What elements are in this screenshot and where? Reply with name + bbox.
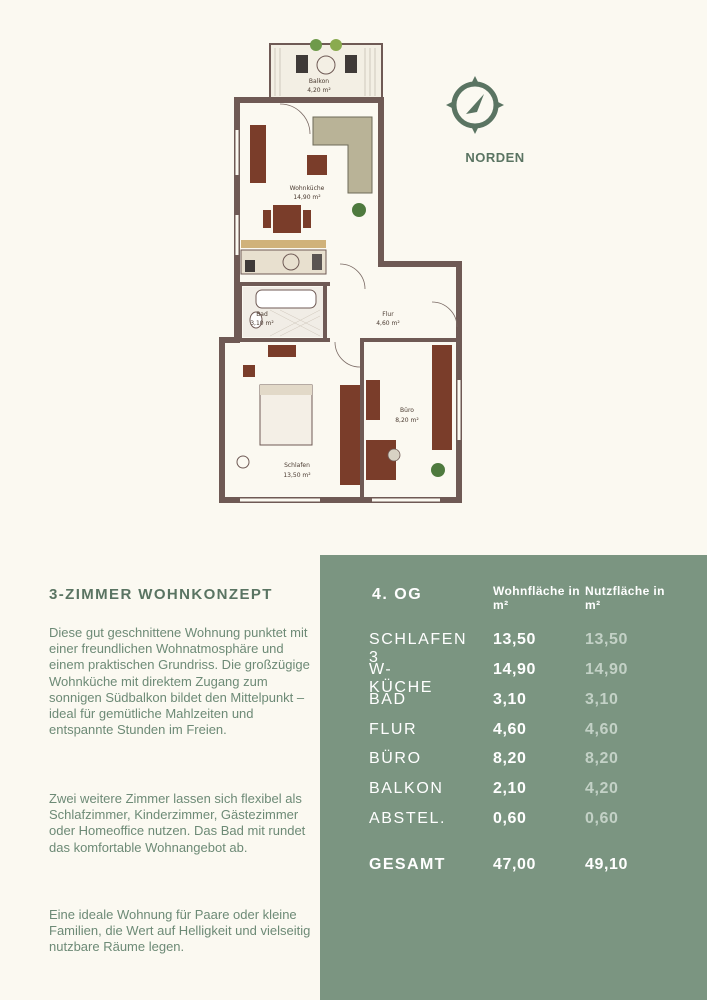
- wohnflaeche-value: 14,90: [493, 661, 537, 678]
- table-total-row: [0, 856, 629, 880]
- oven: [245, 260, 255, 272]
- room-label-bath: Bad: [256, 311, 268, 318]
- chair: [263, 210, 271, 228]
- north-label: NORDEN: [465, 150, 525, 165]
- balcony-chair: [345, 55, 357, 73]
- room-area-living: 14,90 m²: [293, 194, 321, 201]
- room-area-hall: 4,60 m²: [376, 320, 400, 327]
- table-row: [0, 691, 619, 715]
- room-area-bedroom: 13,50 m²: [283, 472, 311, 479]
- nutzflaeche-value: 0,60: [585, 810, 619, 827]
- balcony-chair: [296, 55, 308, 73]
- nightstand: [243, 365, 255, 377]
- fridge: [312, 254, 322, 270]
- shelf: [432, 345, 452, 450]
- nutzflaeche-value: 4,60: [585, 721, 619, 738]
- column-header-wohnflaeche: Wohnfläche in m²: [493, 584, 580, 612]
- nutzflaeche-value: 13,50: [585, 631, 629, 648]
- room-name: W-KÜCHE: [369, 661, 434, 696]
- bathtub: [256, 290, 316, 308]
- room-name: BALKON: [369, 780, 444, 797]
- room-area-balcony: 4,20 m²: [307, 87, 331, 94]
- floor-label: 4. OG: [372, 586, 423, 603]
- table-row: [0, 661, 629, 696]
- room-label-bedroom: Schlafen: [284, 462, 310, 469]
- office-chair: [388, 449, 400, 461]
- wardrobe: [340, 385, 360, 485]
- plant-icon: [310, 39, 322, 51]
- room-name: BÜRO: [369, 750, 422, 767]
- description-paragraph: Diese gut geschnittene Wohnung punktet mit einer freundlichen Wohnatmosphäre und einem praktischen Grundriss. Die großzügige Wohnküche mit direktem Zugang zum sonnigen Südbalkon bildet den Mittelpunkt – ideal für gemütliche Mahlzeiten und entspannte Stunden im Freien.: [49, 625, 310, 738]
- table-row: [0, 780, 619, 804]
- kitchen-counter-top: [241, 240, 326, 248]
- table-row: [0, 721, 619, 745]
- section-heading: 3-ZIMMER WOHNKONZEPT: [49, 586, 273, 603]
- plant-icon: [431, 463, 445, 477]
- room-area-bath: 3,10 m²: [250, 320, 274, 327]
- room-label-office: Büro: [400, 407, 414, 414]
- description-paragraph: Eine ideale Wohnung für Paare oder kleine Familien, die Wert auf Helligkeit und vielseitig nutzbare Räume legen.: [49, 907, 311, 955]
- description-paragraph: Zwei weitere Zimmer lassen sich flexibel als Schlafzimmer, Kinderzimmer, Gästezimmer oder Homeoffice nutzen. Das Bad mit rundet das komfortable Wohnangebot ab.: [49, 791, 306, 855]
- area-table-panel: [320, 555, 707, 1000]
- nutzflaeche-value: 8,20: [585, 750, 619, 767]
- dining-table: [273, 205, 301, 233]
- wohnflaeche-value: 4,60: [493, 721, 527, 738]
- pillows: [260, 385, 312, 395]
- plant-icon: [352, 203, 366, 217]
- drawer: [366, 380, 380, 420]
- room-name: SCHLAFEN 3: [369, 631, 468, 666]
- table-row: [0, 750, 619, 774]
- table-row: [0, 810, 619, 834]
- wohnflaeche-value: 2,10: [493, 780, 527, 797]
- room-label-balcony: Balkon: [308, 78, 330, 85]
- wohnflaeche-value: 3,10: [493, 691, 527, 708]
- total-wohnflaeche: 47,00: [493, 856, 537, 873]
- room-label-living: Wohnküche: [289, 185, 325, 192]
- total-nutzflaeche: 49,10: [585, 856, 629, 873]
- room-area-office: 8,20 m²: [395, 417, 419, 424]
- column-header-nutzflaeche: Nutzfläche in m²: [585, 584, 665, 612]
- room-name: ABSTEL.: [369, 810, 447, 827]
- table-row: [0, 631, 629, 666]
- wohnflaeche-value: 13,50: [493, 631, 537, 648]
- wohnflaeche-value: 0,60: [493, 810, 527, 827]
- nutzflaeche-value: 4,20: [585, 780, 619, 797]
- room-name: BAD: [369, 691, 407, 708]
- compass-icon: [440, 70, 510, 140]
- nutzflaeche-value: 3,10: [585, 691, 619, 708]
- chair: [303, 210, 311, 228]
- side-table: [237, 456, 249, 468]
- bench: [268, 345, 296, 357]
- plant-icon: [330, 39, 342, 51]
- room-name: FLUR: [369, 721, 418, 738]
- wohnflaeche-value: 8,20: [493, 750, 527, 767]
- nutzflaeche-value: 14,90: [585, 661, 629, 678]
- total-label: GESAMT: [369, 856, 446, 873]
- cabinet: [250, 125, 266, 183]
- room-label-hall: Flur: [382, 311, 394, 318]
- coffee-table: [307, 155, 327, 175]
